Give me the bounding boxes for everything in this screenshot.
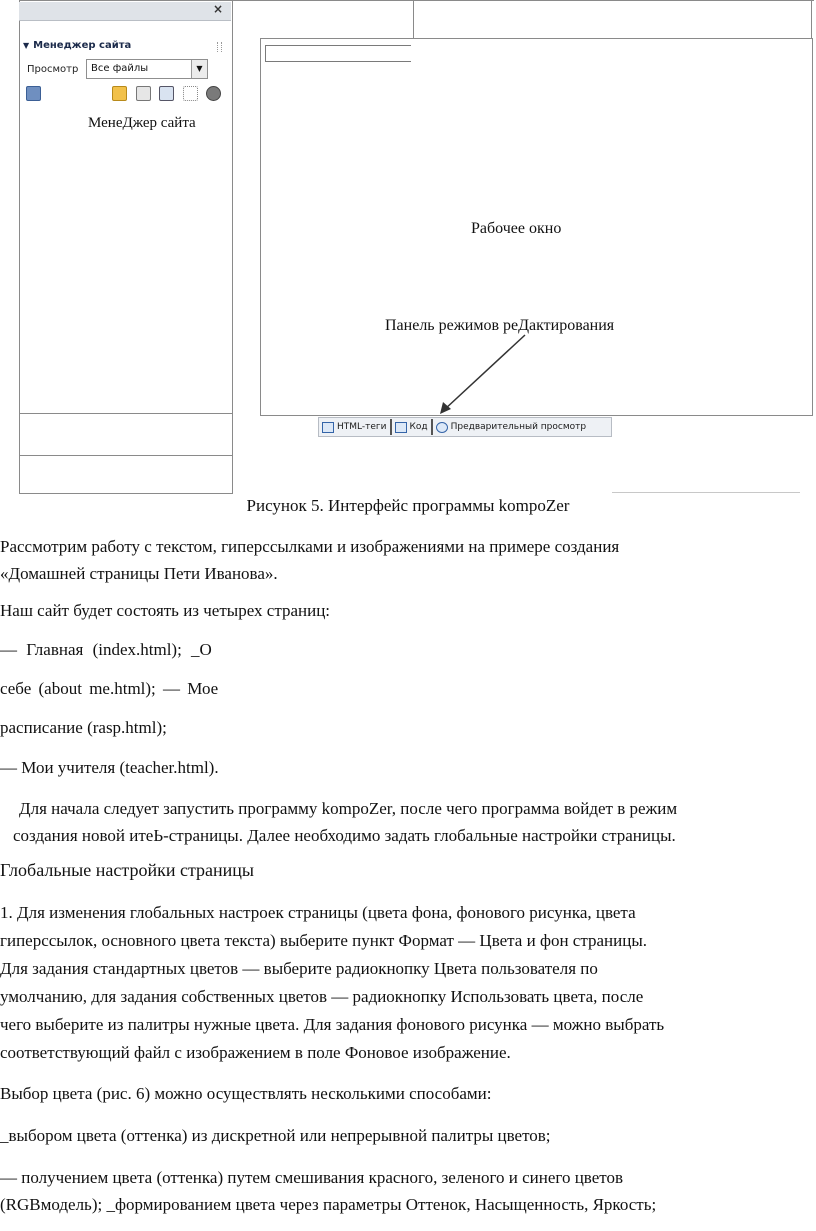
list-line-4: — Мои учителя (teacher.html).: [0, 758, 219, 777]
stop-icon[interactable]: [206, 86, 221, 101]
tab-preview[interactable]: [433, 419, 589, 435]
frame-top-line: [19, 0, 814, 1]
new-page-icon[interactable]: [136, 86, 151, 101]
chevron-down-icon[interactable]: ▼: [191, 60, 207, 78]
color-way-2-line-1: — получением цвета (оттенка) путем смешивания красного, зеленого и синего цветов: [0, 1168, 623, 1187]
step-1-line: Для задания стандартных цветов — выберите радиокнопку Цвета пользователя по: [0, 959, 598, 978]
step-1-line: 1. Для изменения глобальных настроек страницы (цвета фона, фонового рисунка, цвета: [0, 903, 636, 922]
figure-caption: Рисунок 5. Интерфейс программы kompoZer: [246, 496, 570, 515]
frame-bottom-line: [19, 493, 232, 494]
color-intro: Выбор цвета (рис. 6) можно осуществлять несколькими способами:: [0, 1084, 492, 1103]
view-label: Просмотр: [27, 64, 79, 75]
intro-line-1: Рассмотрим работу с текстом, гиперссылками и изображениями на примере создания: [0, 537, 620, 556]
edit-icon[interactable]: [159, 86, 174, 101]
collapse-triangle-icon[interactable]: ▼: [23, 41, 30, 50]
site-manager-header[interactable]: [23, 40, 229, 54]
color-way-2-line-2: (RGBмодель); _формированием цвета через параметры Оттенок, Насыщенность, Яркость;: [0, 1195, 657, 1214]
step-1-paragraph: [0, 899, 812, 1067]
list-line-3: расписание (rasp.html);: [0, 718, 167, 737]
step-1-line: чего выберите из палитры нужные цвета. Для задания фонового рисунка — можно выбрать: [0, 1015, 665, 1034]
panel-split-line-2: [19, 455, 232, 456]
step-1-line: умолчанию, для задания собственных цветов — радиокнопку Использовать цвета, после: [0, 987, 644, 1006]
step-1-line: соответствующий файл с изображением в поле Фоновое изображение.: [0, 1043, 511, 1062]
tab-html-tags-label: HTML-теги: [337, 422, 387, 432]
frame-bottom-right-line: [612, 492, 800, 493]
code-icon: [395, 422, 407, 433]
start-paragraph: [13, 795, 677, 849]
frame-right-line-top: [811, 0, 812, 38]
intro-paragraph: [0, 533, 811, 587]
delete-icon[interactable]: [183, 86, 198, 101]
edit-mode-bar: [318, 417, 612, 437]
view-select[interactable]: [86, 59, 208, 79]
view-select-value: Все файлы: [91, 63, 149, 74]
magnifier-icon: [436, 422, 448, 433]
panel-divider-line: [232, 0, 233, 494]
tab-code[interactable]: [392, 419, 433, 435]
start-line-1: Для начала следует запустить программу kompoZer, после чего программа войдет в режим: [19, 799, 678, 818]
tab-preview-label: Предварительный просмотр: [450, 422, 587, 432]
close-icon[interactable]: ×: [212, 2, 223, 16]
site-manager-title: Менеджер сайта: [33, 40, 132, 51]
panel-grip-icon[interactable]: [217, 42, 222, 52]
tab-html-tags[interactable]: [319, 419, 392, 435]
color-way-1: _выбором цвета (оттенка) из дискретной или непрерывной палитры цветов;: [0, 1126, 551, 1145]
address-field[interactable]: [265, 45, 411, 62]
folder-icon[interactable]: [112, 86, 127, 101]
frame-left-line: [19, 0, 20, 494]
work-window-caption: Рабочее окно: [471, 220, 562, 237]
pages-intro: Наш сайт будет состоять из четырех страниц:: [0, 601, 331, 620]
list-line-2: себе (about me.html); — Мое: [0, 679, 219, 698]
top-divider-line: [413, 0, 414, 38]
step-1-line: гиперссылок, основного цвета текста) выберите пункт Формат — Цвета и фон страницы.: [0, 931, 647, 950]
sites-icon[interactable]: [26, 86, 41, 101]
start-line-2: создания новой итеЬ-страницы. Далее необходимо задать глобальные настройки страницы.: [13, 826, 676, 845]
tab-code-label: Код: [409, 422, 428, 432]
pointer-arrow-icon: [430, 330, 530, 420]
html-tags-icon: [322, 422, 334, 433]
list-line-1: — Главная (index.html); _О: [0, 640, 212, 659]
panel-split-line-1: [19, 413, 232, 414]
section-heading: Глобальные настройки страницы: [0, 860, 255, 880]
site-manager-caption: МенеДжер сайта: [88, 115, 196, 131]
panel-title-bar: [19, 2, 231, 21]
mode-panel-caption: Панель режимов реДактирования: [385, 317, 615, 334]
intro-line-2: «Домашней страницы Пети Иванова».: [0, 564, 278, 583]
